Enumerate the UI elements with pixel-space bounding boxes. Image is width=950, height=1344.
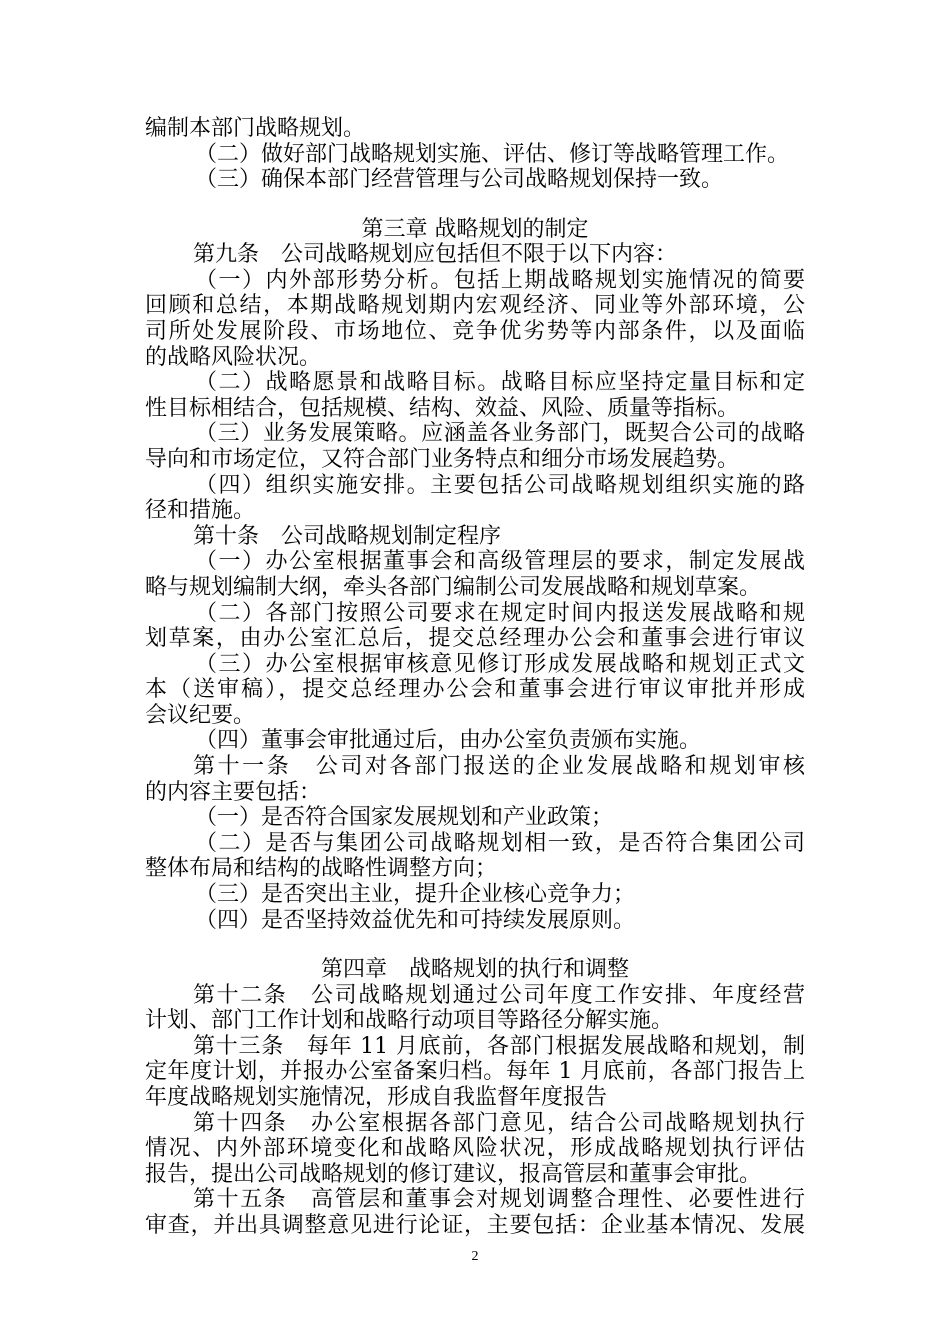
text-line: 编制本部门战略规划。 bbox=[145, 116, 366, 141]
text-line: （二）战略愿景和战略目标。战略目标应坚持定量目标和定 bbox=[195, 370, 805, 395]
text-line: 第十条 公司战略规划制定程序 bbox=[193, 524, 502, 549]
text-line: 略与规划编制大纲，牵头各部门编制公司发展战略和规划草案。 bbox=[145, 575, 762, 600]
page-number: 2 bbox=[471, 1249, 479, 1264]
text-line: 第十二条 公司战略规划通过公司年度工作安排、年度经营 bbox=[193, 983, 805, 1008]
text-line: （二）是否与集团公司战略规划相一致，是否符合集团公司 bbox=[195, 831, 805, 856]
text-line: （四）组织实施安排。主要包括公司战略规划组织实施的路 bbox=[195, 473, 805, 498]
text-line: （三）办公室根据审核意见修订形成发展战略和规划正式文 bbox=[195, 652, 805, 677]
text-line: （三）确保本部门经营管理与公司战略规划保持一致。 bbox=[195, 167, 724, 192]
chapter-heading: 第四章 战略规划的执行和调整 bbox=[320, 957, 629, 982]
text-line: 回顾和总结，本期战略规划期内宏观经济、同业等外部环境，公 bbox=[145, 293, 805, 318]
text-line: 第十四条 办公室根据各部门意见，结合公司战略规划执行 bbox=[193, 1111, 805, 1136]
text-line: 报告，提出公司战略规划的修订建议，报高管层和董事会审批。 bbox=[145, 1162, 762, 1187]
text-line: （四）董事会审批通过后，由办公室负责颁布实施。 bbox=[195, 728, 702, 753]
text-line: 第十五条 高管层和董事会对规划调整合理性、必要性进行 bbox=[193, 1187, 805, 1212]
text-line: 导向和市场定位，又符合部门业务特点和细分市场发展趋势。 bbox=[145, 447, 740, 472]
text-line: （二）做好部门战略规划实施、评估、修订等战略管理工作。 bbox=[195, 142, 790, 167]
chapter-heading: 第三章 战略规划的制定 bbox=[361, 217, 589, 242]
text-line: 径和措施。 bbox=[145, 498, 256, 523]
text-line: 定年度计划，并报办公室备案归档。每年 1 月底前，各部门报告上 bbox=[145, 1059, 805, 1084]
text-line: 划草案，由办公室汇总后，提交总经理办公会和董事会进行审议 bbox=[145, 626, 805, 651]
text-line: （二）各部门按照公司要求在规定时间内报送发展战略和规 bbox=[195, 601, 805, 626]
text-line: 第九条 公司战略规划应包括但不限于以下内容： bbox=[193, 242, 678, 267]
text-line: （一）是否符合国家发展规划和产业政策； bbox=[195, 805, 614, 830]
text-line: （三）是否突出主业，提升企业核心竞争力； bbox=[195, 882, 636, 907]
text-line: （一）办公室根据董事会和高级管理层的要求，制定发展战 bbox=[195, 549, 805, 574]
text-line: 性目标相结合，包括规模、结构、效益、风险、质量等指标。 bbox=[145, 396, 740, 421]
text-line: 司所处发展阶段、市场地位、竞争优劣势等内部条件，以及面临 bbox=[145, 319, 805, 344]
text-line: 第十三条 每年 11 月底前，各部门根据发展战略和规划，制 bbox=[193, 1034, 805, 1059]
text-line: （四）是否坚持效益优先和可持续发展原则。 bbox=[195, 908, 636, 933]
text-line: 计划、部门工作计划和战略行动项目等路径分解实施。 bbox=[145, 1008, 674, 1033]
text-line: 整体布局和结构的战略性调整方向； bbox=[145, 856, 498, 881]
text-line: 审查，并出具调整意见进行论证，主要包括：企业基本情况、发展 bbox=[145, 1213, 805, 1238]
text-line: 会议纪要。 bbox=[145, 703, 256, 728]
text-line: 年度战略规划实施情况，形成自我监督年度报告 bbox=[145, 1085, 608, 1110]
text-line: （一）内外部形势分析。包括上期战略规划实施情况的简要 bbox=[195, 268, 805, 293]
text-line: 的内容主要包括： bbox=[145, 780, 322, 805]
text-line: 的战略风险状况。 bbox=[145, 345, 322, 370]
text-line: （三）业务发展策略。应涵盖各业务部门，既契合公司的战略 bbox=[195, 421, 805, 446]
text-line: 本（送审稿），提交总经理办公会和董事会进行审议审批并形成 bbox=[145, 677, 805, 702]
text-line: 第十一条 公司对各部门报送的企业发展战略和规划审核 bbox=[193, 754, 805, 779]
text-line: 情况、内外部环境变化和战略风险状况，形成战略规划执行评估 bbox=[145, 1136, 805, 1161]
